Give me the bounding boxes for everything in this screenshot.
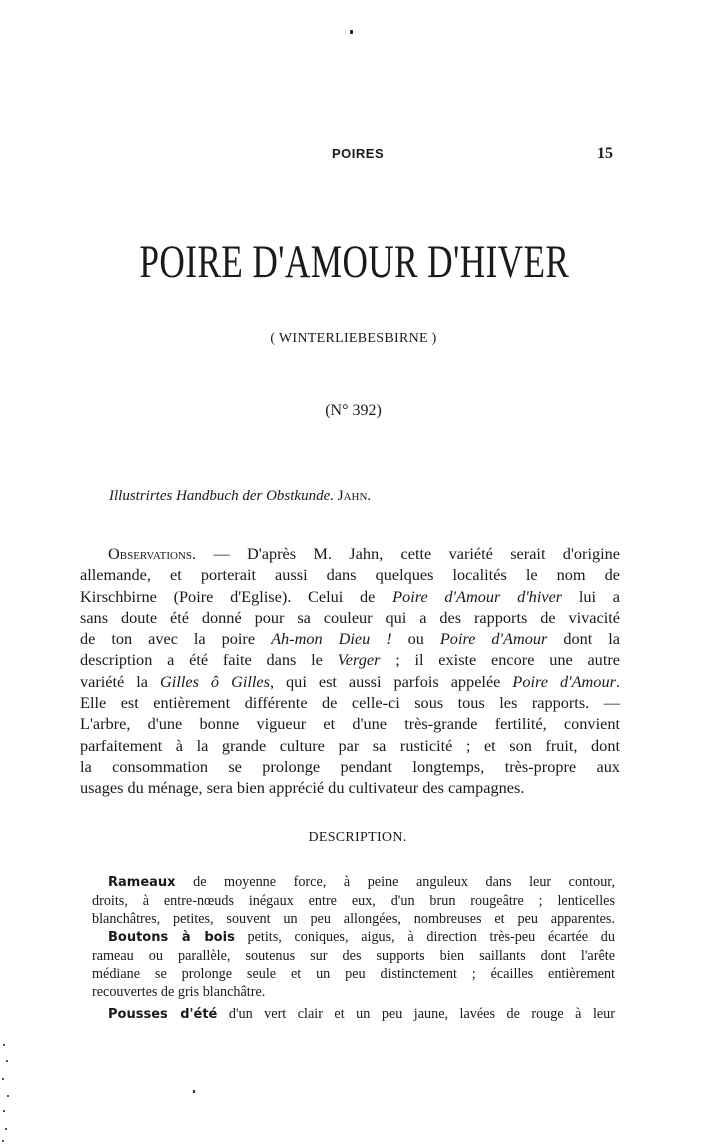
text-line: rameau ou parallèle, soutenus sur des supports bien saillants dont l'arête: [92, 948, 615, 964]
observations-label: Observations.: [108, 544, 197, 563]
ink-speck: [193, 1090, 195, 1093]
text-line: Kirschbirne (Poire d'Eglise). Celui de Poire d'Amour d'hiver lui a: [80, 586, 620, 606]
text-line: Pousses d'été d'un vert clair et un peu jaune, lavées de rouge à leur: [108, 1006, 616, 1022]
margin-noise: [0, 1040, 14, 1146]
page-number: 15: [597, 145, 613, 162]
text-line: L'arbre, d'une bonne vigueur et d'une très-grande fertilité, convient: [80, 714, 620, 734]
description-text: [92, 873, 615, 1024]
reference-author: Jahn.: [337, 488, 372, 504]
text-line: Rameaux de moyenne force, à peine anguleux dans leur contour,: [108, 874, 615, 890]
boutons-label: Boutons à bois: [108, 930, 235, 945]
rameaux-label: Rameaux: [108, 875, 176, 890]
reference-work: Illustrirtes Handbuch der Obstkunde.: [109, 488, 334, 504]
german-name: ( WINTERLIEBESBIRNE ): [270, 331, 437, 346]
text-line: parfaitement à la grande culture par sa rusticité ; et son fruit, dont: [80, 735, 620, 755]
observations-paragraph: [80, 543, 620, 799]
bibliographic-reference: [109, 488, 371, 505]
text-line: blanchâtres, petites, souvent un peu allongées, nombreuses et peu apparentes.: [92, 911, 615, 927]
text-line: recouvertes de gris blanchâtre.: [92, 984, 266, 1000]
page-title: POIRE D'AMOUR D'HIVER: [139, 236, 570, 288]
text-line: Observations. — D'après M. Jahn, cette variété serait d'origine: [108, 544, 620, 563]
ink-speck: [350, 30, 353, 34]
text-line: Elle est entièrement différente de celle-ci sous tous les rapports. —: [80, 693, 620, 713]
text-line: allemande, et porterait aussi dans quelques localités le nom de: [80, 565, 620, 585]
text-line: description a été faite dans le Verger ; il existe encore une autre: [80, 650, 620, 670]
text-line: usages du ménage, sera bien apprécié du cultivateur des campagnes.: [80, 778, 525, 798]
variety-number: (N° 392): [325, 402, 382, 419]
text-line: de ton avec la poire Ah-mon Dieu ! ou Poire d'Amour dont la: [80, 629, 620, 649]
text-line: sans doute été donné pour sa couleur qui a des rapports de vivacité: [80, 607, 620, 627]
text-line: la consommation se prolonge pendant longtemps, très-propre aux: [80, 756, 620, 776]
pousses-label: Pousses d'été: [108, 1007, 218, 1022]
text-line: variété la Gilles ô Gilles, qui est aussi parfois appelée Poire d'Amour.: [80, 671, 620, 691]
running-head: POIRES: [332, 146, 385, 161]
description-heading: DESCRIPTION.: [308, 830, 407, 845]
text-line: droits, à entre-nœuds inégaux entre eux, d'un brun rougeâtre ; lenticelles: [92, 893, 615, 909]
text-line: médiane se prolonge seule et un peu distinctement ; écailles entièrement: [92, 966, 615, 982]
text-line: Boutons à bois petits, coniques, aigus, à direction très-peu écartée du: [108, 929, 615, 945]
